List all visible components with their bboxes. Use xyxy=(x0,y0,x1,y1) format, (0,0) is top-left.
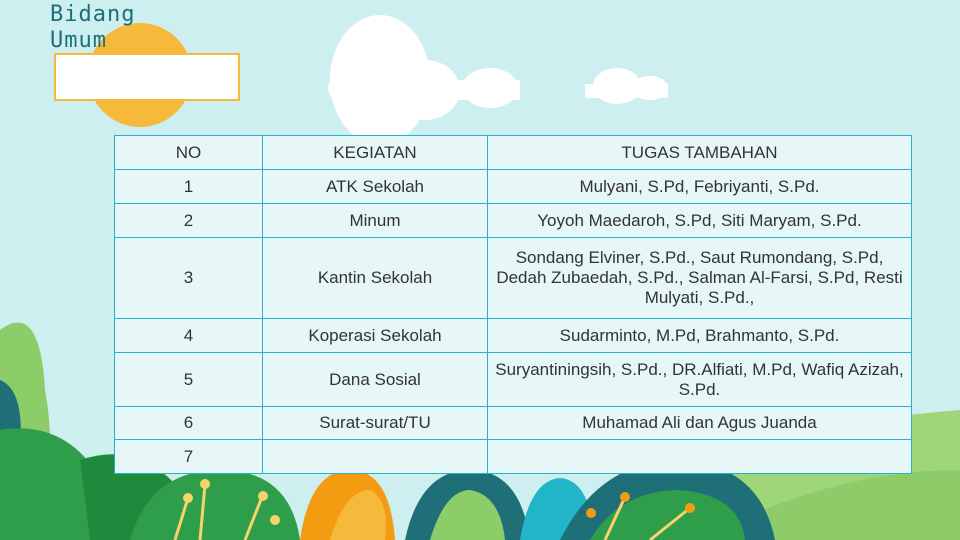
row-no: 3 xyxy=(115,238,263,319)
row-tugas: Mulyani, S.Pd, Febriyanti, S.Pd. xyxy=(488,170,912,204)
page-title: Bidang Umum xyxy=(50,2,136,53)
row-tugas: Suryantiningsih, S.Pd., DR.Alfiati, M.Pd, Wafiq Azizah, S.Pd. xyxy=(488,353,912,407)
column-header-no: NO xyxy=(115,136,263,170)
row-no: 4 xyxy=(115,319,263,353)
title-box xyxy=(54,53,240,101)
table-row xyxy=(115,440,912,474)
row-no: 2 xyxy=(115,204,263,238)
row-kegiatan xyxy=(263,440,488,474)
cloud-shape-right xyxy=(585,68,668,104)
row-tugas: Sondang Elviner, S.Pd., Saut Rumondang, S.Pd, Dedah Zubaedah, S.Pd., Salman Al-Farsi, S.Pd, Resti Mulyati, S.Pd., xyxy=(488,238,912,319)
table-row xyxy=(115,353,912,407)
row-no: 7 xyxy=(115,440,263,474)
cloud-shape-left xyxy=(328,15,520,145)
row-tugas: Muhamad Ali dan Agus Juanda xyxy=(488,407,912,440)
row-tugas xyxy=(488,440,912,474)
row-tugas: Sudarminto, M.Pd, Brahmanto, S.Pd. xyxy=(488,319,912,353)
table-row xyxy=(115,319,912,353)
table-header-row xyxy=(115,136,912,170)
table-row xyxy=(115,407,912,440)
assignment-table xyxy=(114,135,912,474)
row-kegiatan: ATK Sekolah xyxy=(263,170,488,204)
row-kegiatan: Surat-surat/TU xyxy=(263,407,488,440)
row-kegiatan: Minum xyxy=(263,204,488,238)
row-no: 5 xyxy=(115,353,263,407)
row-kegiatan: Koperasi Sekolah xyxy=(263,319,488,353)
column-header-tugas: TUGAS TAMBAHAN xyxy=(488,136,912,170)
row-kegiatan: Kantin Sekolah xyxy=(263,238,488,319)
table-row xyxy=(115,238,912,319)
row-no: 1 xyxy=(115,170,263,204)
column-header-kegiatan: KEGIATAN xyxy=(263,136,488,170)
table-row xyxy=(115,204,912,238)
row-no: 6 xyxy=(115,407,263,440)
row-tugas: Yoyoh Maedaroh, S.Pd, Siti Maryam, S.Pd. xyxy=(488,204,912,238)
row-kegiatan: Dana Sosial xyxy=(263,353,488,407)
table-row xyxy=(115,170,912,204)
